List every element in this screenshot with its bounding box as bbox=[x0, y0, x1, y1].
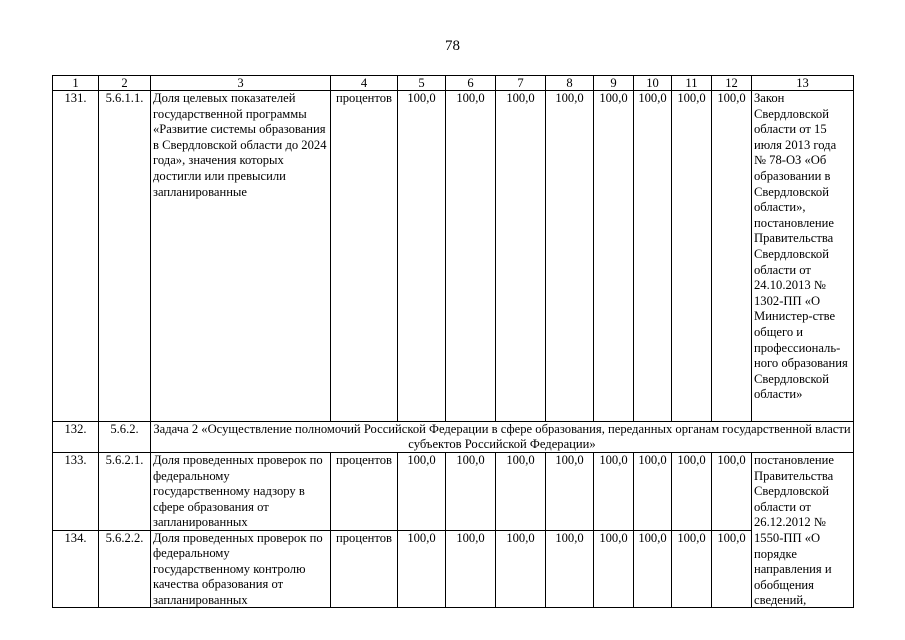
value-cell: 100,0 bbox=[672, 91, 712, 422]
value-cell: 100,0 bbox=[594, 530, 634, 608]
value-cell: 100,0 bbox=[446, 530, 496, 608]
value-cell: 100,0 bbox=[594, 453, 634, 531]
column-header: 13 bbox=[752, 76, 854, 91]
column-header: 7 bbox=[496, 76, 546, 91]
value-cell: 100,0 bbox=[634, 453, 672, 531]
row-number: 132. bbox=[53, 422, 99, 453]
unit-cell: процентов bbox=[331, 453, 398, 531]
column-header: 6 bbox=[446, 76, 496, 91]
value-cell: 100,0 bbox=[446, 453, 496, 531]
column-number-row bbox=[53, 76, 854, 91]
indicator-name-text: Доля проведенных проверок по федеральному государственному надзору в сфере образования от запланированных bbox=[153, 453, 323, 529]
value-cell: 100,0 bbox=[546, 530, 594, 608]
column-header: 12 bbox=[712, 76, 752, 91]
value-cell: 100,0 bbox=[398, 91, 446, 422]
column-header: 5 bbox=[398, 76, 446, 91]
legal-basis-cell bbox=[752, 453, 854, 608]
indicator-name bbox=[151, 530, 331, 608]
value-cell: 100,0 bbox=[496, 91, 546, 422]
legal-basis-cell bbox=[752, 91, 854, 422]
value-cell: 100,0 bbox=[672, 453, 712, 531]
table-row bbox=[53, 453, 854, 531]
value-cell: 100,0 bbox=[712, 453, 752, 531]
indicators-table bbox=[52, 75, 854, 608]
value-cell: 100,0 bbox=[398, 453, 446, 531]
legal-basis-text: Закон Свердловской области от 15 июля 2013 года № 78-ОЗ «Об образовании в Свердловской области», постановление Правительства Свердловской области от 24.10.2013 № 1302-ПП «О Министер-стве общего и профессиональ-ного образования Свердловской области» bbox=[754, 91, 848, 402]
column-header: 8 bbox=[546, 76, 594, 91]
column-header: 2 bbox=[99, 76, 151, 91]
unit-cell: процентов bbox=[331, 530, 398, 608]
table-row bbox=[53, 530, 854, 608]
row-code: 5.6.1.1. bbox=[99, 91, 151, 422]
row-code: 5.6.2.2. bbox=[99, 530, 151, 608]
indicator-name: Доля целевых показателей государственной программы «Развитие системы образования в Свердловской области до 2024 года», значения которых достигли или превысили запланированные bbox=[151, 91, 331, 422]
column-header: 1 bbox=[53, 76, 99, 91]
value-cell: 100,0 bbox=[634, 91, 672, 422]
value-cell: 100,0 bbox=[496, 530, 546, 608]
value-cell: 100,0 bbox=[712, 91, 752, 422]
row-code: 5.6.2. bbox=[99, 422, 151, 453]
value-cell: 100,0 bbox=[446, 91, 496, 422]
value-cell: 100,0 bbox=[634, 530, 672, 608]
column-header: 4 bbox=[331, 76, 398, 91]
page-number: 78 bbox=[445, 38, 460, 54]
value-cell: 100,0 bbox=[712, 530, 752, 608]
indicator-name bbox=[151, 453, 331, 531]
task-title: Задача 2 «Осуществление полномочий Российской Федерации в сфере образования, переданных органам государственной власти субъектов Российской Федерации» bbox=[151, 422, 854, 453]
value-cell: 100,0 bbox=[398, 530, 446, 608]
column-header: 3 bbox=[151, 76, 331, 91]
row-number: 133. bbox=[53, 453, 99, 531]
value-cell: 100,0 bbox=[672, 530, 712, 608]
column-header: 9 bbox=[594, 76, 634, 91]
row-number: 134. bbox=[53, 530, 99, 608]
column-header: 11 bbox=[672, 76, 712, 91]
unit-cell: процентов bbox=[331, 91, 398, 422]
row-number: 131. bbox=[53, 91, 99, 422]
indicator-name-text: Доля проведенных проверок по федеральному государственному контролю качества образования от запланированных bbox=[153, 530, 323, 607]
task-row bbox=[53, 422, 854, 453]
table-row bbox=[53, 91, 854, 422]
value-cell: 100,0 bbox=[546, 453, 594, 531]
value-cell: 100,0 bbox=[496, 453, 546, 531]
column-header: 10 bbox=[634, 76, 672, 91]
value-cell: 100,0 bbox=[546, 91, 594, 422]
value-cell: 100,0 bbox=[594, 91, 634, 422]
legal-basis-text: постановление Правительства Свердловской области от 26.12.2012 № 1550-ПП «О порядке направления и обобщения сведений, bbox=[754, 453, 834, 608]
row-code: 5.6.2.1. bbox=[99, 453, 151, 531]
